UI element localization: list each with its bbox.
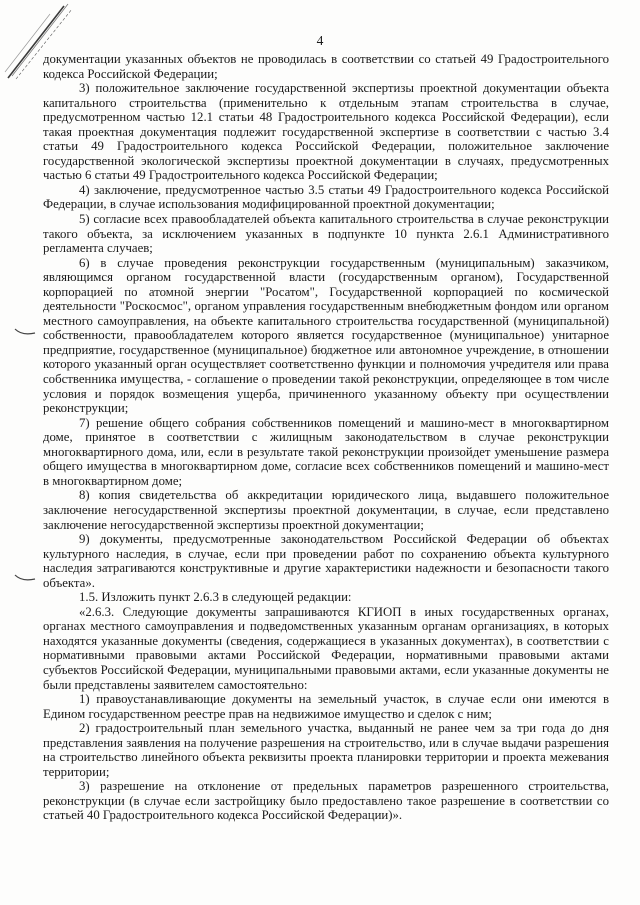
paragraph-item-6: 6) в случае проведения реконструкции государственным (муниципальным) заказчиком, являющимся органом государственной власти (государственным органом), Государственной корпорацией по атомной энергии "Росатом", Государственной корпорацией по космической деятельности "Роскосмос", органом управления государственным внебюджетным фондом или органом местного самоуправления, на объекте капитального строительства государственной (муниципальной) собственности, правообладателем которого является государственное (муниципальное) унитарное предприятие, государственное (муниципальное) бюджетное или автономное учреждение, в отношении которого указанный орган осуществляет соответственно функции и полномочия учредителя или права собственника имущества, - соглашение о проведении такой реконструкции, определяющее в том числе условия и порядок возмещения ущерба, причиненного указанному объекту при осуществлении реконструкции; xyxy=(43,255,609,416)
paragraph-clause-2-6-3: «2.6.3. Следующие документы запрашиваются КГИОП в иных государственных органах, органах местного самоуправления и подведомственных указанным органам организациях, в которых находятся указанные документы (сведения, содержащиеся в указанных документах), в соответствии с нормативными правовыми актами Российской Федерации, нормативными правовыми актами субъектов Российской Федерации, муниципальными правовыми актами, если указанные документы не были представлены заявителем самостоятельно: xyxy=(43,604,609,692)
document-body xyxy=(43,52,609,823)
paragraph-item-7: 7) решение общего собрания собственников помещений и машино-мест в многоквартирном доме, принятое в соответствии с жилищным законодательством в случае реконструкции многоквартирного дома, или, если в результате такой реконструкции произойдет уменьшение размера общего имущества в многоквартирном доме, согласие всех собственников помещений и машино-мест в многоквартирном доме; xyxy=(43,415,609,488)
paragraph-continuation: документации указанных объектов не проводилась в соответствии со статьей 49 Градостроительного кодекса Российской Федерации; xyxy=(43,52,609,81)
paragraph-amendment-1-5: 1.5. Изложить пункт 2.6.3 в следующей редакции: xyxy=(79,590,352,605)
paragraph-item-3: 3) положительное заключение государственной экспертизы проектной документации объекта капитального строительства (применительно к отдельным этапам строительства в случае, предусмотренном частью 12.1 статьи 48 Градостроительного кодекса Российской Федерации), если такая проектная документация подлежит государственной экспертизе в соответствии с частью 3.4 статьи 49 Градостроительного кодекса Российской Федерации, положительное заключение государственной экологической экспертизы проектной документации в случаях, предусмотренных частью 6 статьи 49 Градостроительного кодекса Российской Федерации; xyxy=(43,81,609,183)
paragraph-item-4: 4) заключение, предусмотренное частью 3.5 статьи 49 Градостроительного кодекса Российской Федерации, в случае использования модифицированной проектной документации; xyxy=(43,182,609,212)
paragraph-subitem-2: 2) градостроительный план земельного участка, выданный не ранее чем за три года до дня представления заявления на получение разрешения на строительство, или в случае выдачи разрешения на строительство линейного объекта реквизиты проекта планировки территории и проекта межевания территории; xyxy=(43,721,609,779)
paragraph-subitem-1: 1) правоустанавливающие документы на земельный участок, в случае если они имеются в Едином государственном реестре прав на недвижимое имущество и сделок с ним; xyxy=(43,692,609,721)
page-number: 4 xyxy=(316,33,324,48)
paragraph-item-5: 5) согласие всех правообладателей объекта капитального строительства в случае реконструкции такого объекта, за исключением указанных в подпункте 10 пункта 2.6.1 Административного регламента случаев; xyxy=(43,212,609,256)
paragraph-item-9: 9) документы, предусмотренные законодательством Российской Федерации об объектах культурного наследия, в случае, если при проведении работ по сохранению объекта культурного наследия затрагиваются конструктивные и другие характеристики надежности и безопасности такого объекта». xyxy=(43,532,609,590)
margin-mark xyxy=(14,327,36,337)
paragraph-subitem-3: 3) разрешение на отклонение от предельных параметров разрешенного строительства, реконструкции (в случае если застройщику было предоставлено такое разрешение в соответствии со статьей 40 Градостроительного кодекса Российской Федерации)». xyxy=(43,779,609,823)
paragraph-item-8: 8) копия свидетельства об аккредитации юридического лица, выдавшего положительное заключение негосударственной экспертизы проектной документации, в случае, если представлено заключение негосударственной экспертизы проектной документации; xyxy=(43,488,609,532)
margin-mark xyxy=(14,573,36,583)
